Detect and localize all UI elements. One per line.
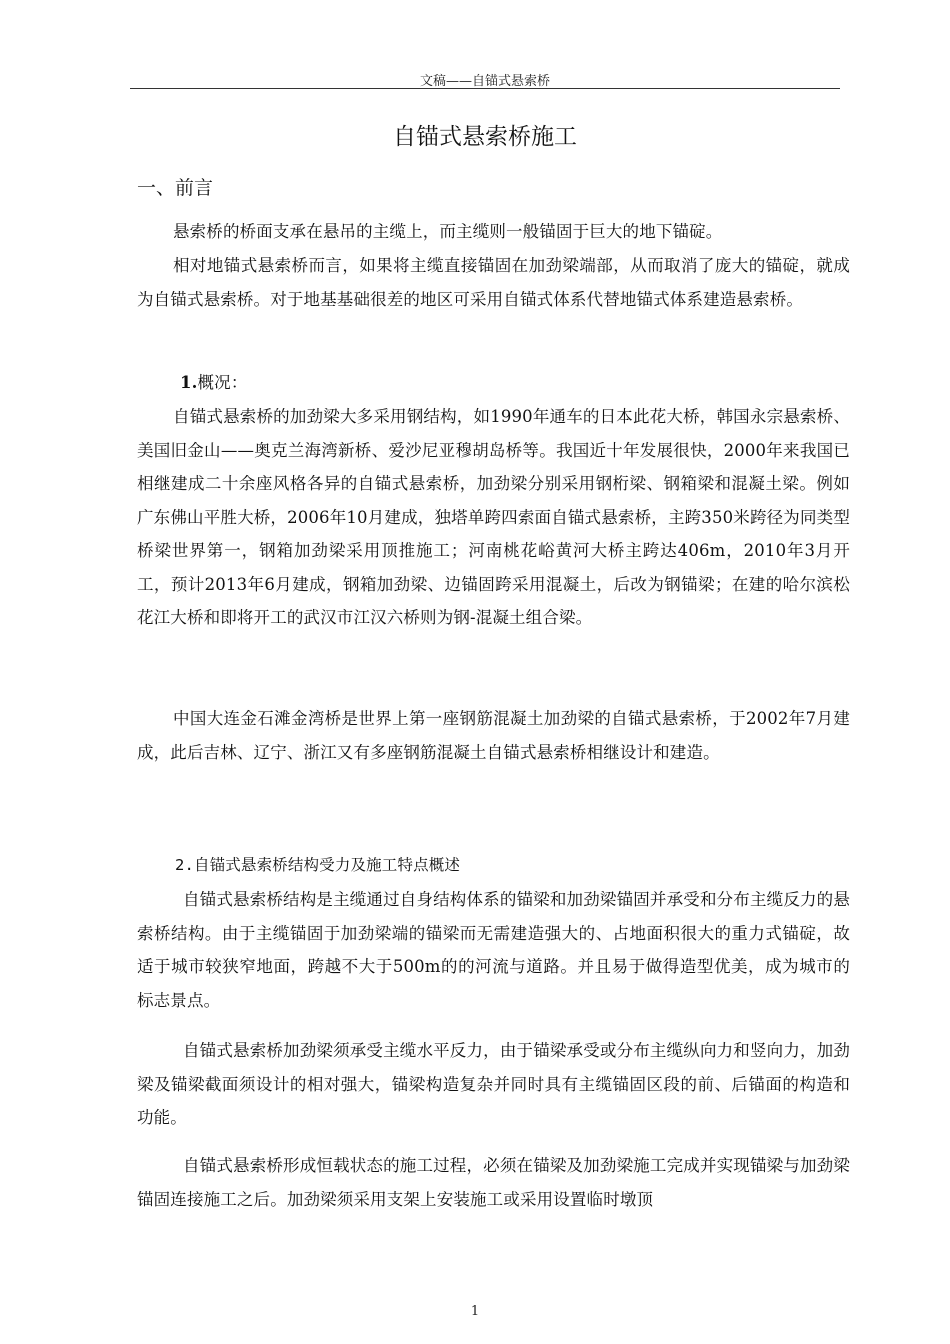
paragraph-6: 自锚式悬索桥加劲梁须承受主缆水平反力，由于锚梁承受或分布主缆纵向力和竖向力，加劲梁及锚梁截面须设计的相对强大，锚梁构造复杂并同时具有主缆锚固区段的前、后锚面的构造和功能。 — [137, 1041, 850, 1127]
subheading-overview-text: 概况： — [197, 373, 248, 392]
paragraph-2: 相对地锚式悬索桥而言，如果将主缆直接锚固在加劲梁端部，从而取消了庞大的锚碇，就成为自锚式悬索桥。对于地基基础很差的地区可采用自锚式体系代替地锚式体系建造悬索桥。 — [137, 256, 850, 309]
paragraph-4: 中国大连金石滩金湾桥是世界上第一座钢筋混凝土加劲梁的自锚式悬索桥，于2002年7月建成，此后吉林、辽宁、浙江又有多座钢筋混凝土自锚式悬索桥相继设计和建造。 — [137, 709, 850, 762]
document-title: 自锚式悬索桥施工 — [393, 124, 577, 150]
subheading-overview-number: 1. — [180, 373, 198, 392]
header-divider — [130, 88, 840, 89]
section-heading-preface: 一、前言 — [137, 177, 214, 199]
paragraph-1: 悬索桥的桥面支承在悬吊的主缆上，而主缆则一般锚固于巨大的地下锚碇。 — [173, 222, 723, 241]
subheading-overview — [137, 366, 893, 400]
paragraph-5: 自锚式悬索桥结构是主缆通过自身结构体系的锚梁和加劲梁锚固并承受和分布主缆反力的悬索桥结构。由于主缆锚固于加劲梁端的锚梁而无需建造强大的、占地面积很大的重力式锚碇，故适于城市较狭窄地面，跨越不大于500m的的河流与道路。并且易于做得造型优美，成为城市的标志景点。 — [137, 890, 850, 1010]
page-number: 1 — [470, 1304, 480, 1319]
paragraph-3: 自锚式悬索桥的加劲梁大多采用钢结构，如1990年通车的日本此花大桥，韩国永宗悬索桥、美国旧金山——奥克兰海湾新桥、爱沙尼亚穆胡岛桥等。我国近十年发展很快，2000年来我国已相继建成二十余座风格各异的自锚式悬索桥，加劲梁分别采用钢桁梁、钢箱梁和混凝土梁。例如广东佛山平胜大桥，2006年10月建成，独塔单跨四索面自锚式悬索桥，主跨350米跨径为同类型桥梁世界第一，钢箱加劲梁采用顶推施工；河南桃花峪黄河大桥主跨达406m，2010年3月开工，预计2013年6月建成，钢箱加劲梁、边锚固跨采用混凝土，后改为钢锚梁；在建的哈尔滨松花江大桥和即将开工的武汉市江汉六桥则为钢-混凝土组合梁。 — [137, 407, 850, 627]
running-header: 文稿——自锚式悬索桥 — [419, 74, 550, 89]
paragraph-7: 自锚式悬索桥形成恒载状态的施工过程，必须在锚梁及加劲梁施工完成并实现锚梁与加劲梁锚固连接施工之后。加劲梁须采用支架上安装施工或采用设置临时墩顶 — [137, 1156, 850, 1209]
subheading-structure: 2.自锚式悬索桥结构受力及施工特点概述 — [175, 856, 461, 874]
